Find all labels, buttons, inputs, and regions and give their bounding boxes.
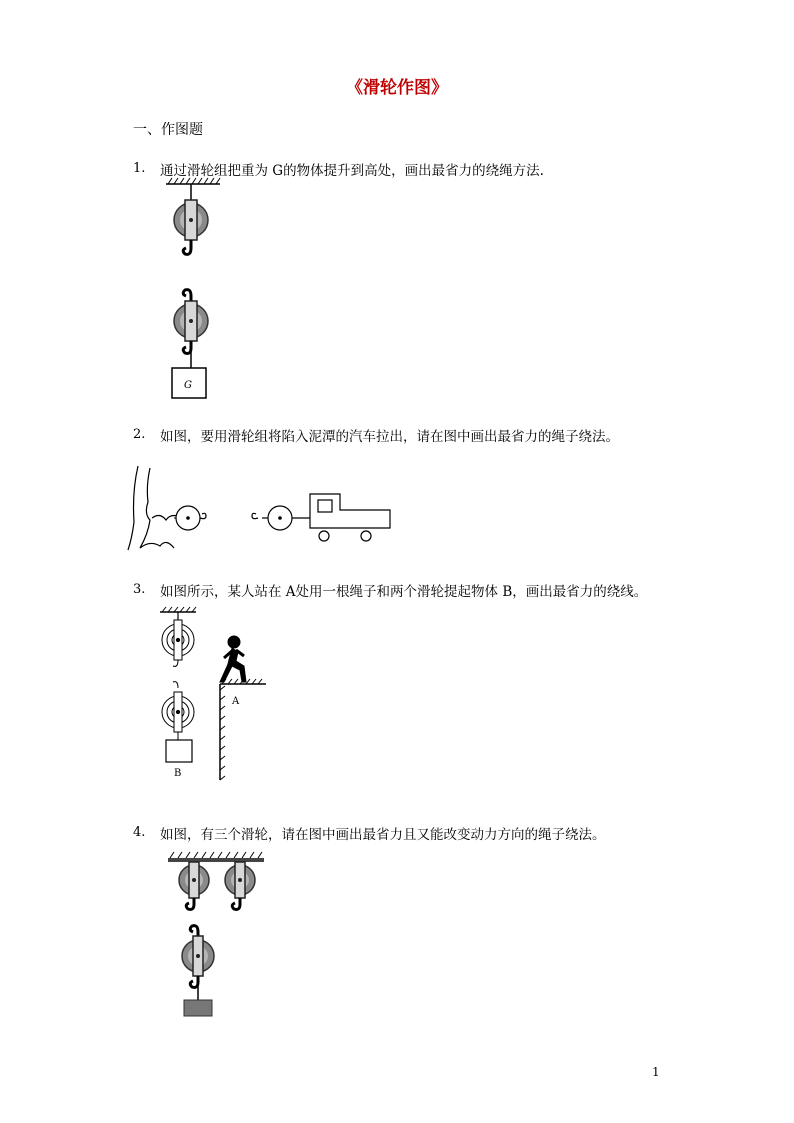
fixed-pulley-right xyxy=(225,862,255,909)
question-4-figure xyxy=(164,852,270,1022)
movable-pulley xyxy=(162,682,194,740)
page-number: 1 xyxy=(652,1065,660,1079)
movable-pulley xyxy=(182,926,214,1000)
ceiling-hatch xyxy=(160,607,196,620)
ceiling-hatch xyxy=(166,178,220,200)
question-1-number: 1. xyxy=(133,161,146,176)
weight-block xyxy=(184,1000,212,1016)
movable-pulley-right xyxy=(252,506,310,530)
question-3-figure xyxy=(158,604,278,784)
question-3-text: 如图所示，某人站在 A处用一根绳子和两个滑轮提起物体 B，画出最省力的绕线。 xyxy=(160,584,648,600)
weight-box-b xyxy=(166,740,192,762)
tree-stump xyxy=(128,466,178,550)
ceiling-hatch xyxy=(168,852,264,862)
question-1-figure xyxy=(160,178,230,404)
fixed-pulley xyxy=(162,620,194,666)
fixed-pulley-left xyxy=(174,506,206,530)
label-b: B xyxy=(174,768,182,779)
truck xyxy=(310,494,390,541)
question-4-text: 如图，有三个滑轮，请在图中画出最省力且又能改变动力方向的绳子绕法。 xyxy=(160,827,606,843)
question-1-text: 通过滑轮组把重为 G的物体提升到高处，画出最省力的绕绳方法. xyxy=(160,163,544,179)
question-2-number: 2. xyxy=(133,427,146,442)
weight-label-g: G xyxy=(184,380,192,391)
question-3-number: 3. xyxy=(133,582,146,597)
label-a: A xyxy=(232,696,240,707)
fixed-pulley xyxy=(174,200,208,254)
page-title: 《滑轮作图》 xyxy=(346,78,448,98)
wall-ledge xyxy=(220,679,266,780)
movable-pulley xyxy=(174,290,208,368)
fixed-pulley-left xyxy=(179,862,209,909)
question-2-text: 如图，要用滑轮组将陷入泥潭的汽车拉出，请在图中画出最省力的绳子绕法。 xyxy=(160,429,619,445)
section-heading: 一、作图题 xyxy=(133,122,203,138)
question-4-number: 4. xyxy=(133,825,146,840)
person-icon xyxy=(220,636,246,682)
question-2-figure xyxy=(126,462,396,554)
